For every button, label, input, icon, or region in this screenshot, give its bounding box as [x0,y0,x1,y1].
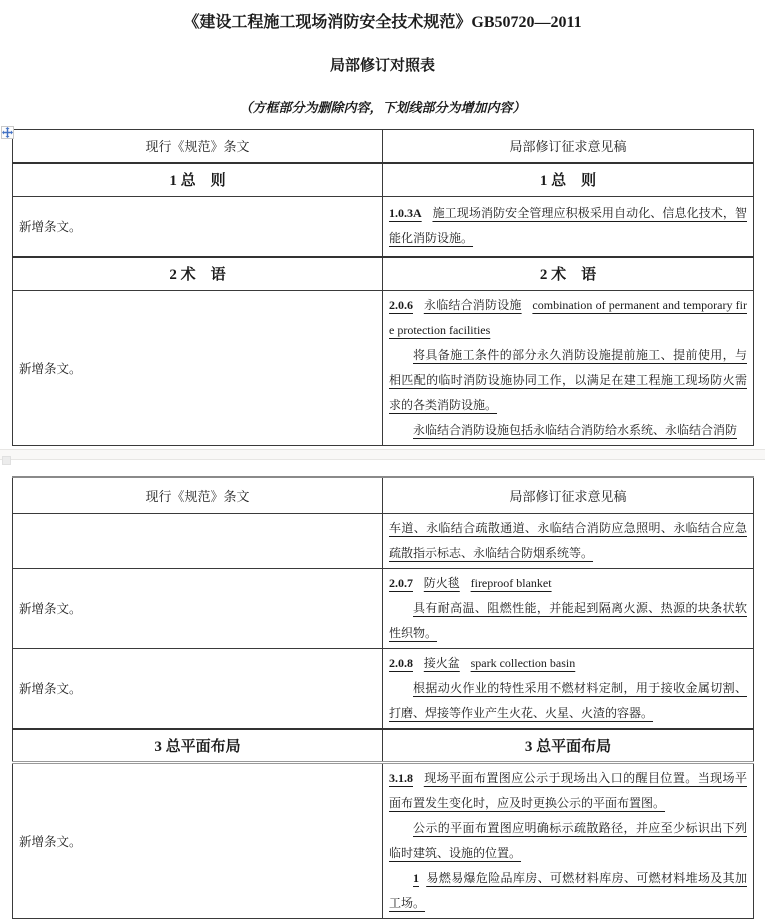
page-break-gap [0,449,765,460]
table-row-clause-2-0-6 [13,291,754,446]
current-clause-cell: 新增条文。 [13,197,383,257]
clause-number: 3.1.8 [389,771,413,785]
page2-corner-marker [2,456,11,465]
section-row-3-site-layout [13,729,754,763]
table2-header-row [13,477,754,513]
clause-text: 现场平面布置图应公示于现场出入口的醒目位置。当现场平面布置发生变化时，应及时更换公示的平面布置图。 [389,771,747,810]
revision-clause-cell [383,763,754,919]
move-icon [2,127,13,138]
term-chinese: 永临结合消防设施 [423,298,522,312]
list-item-number: 1 [413,871,419,885]
table-row-clause-1-0-3A [13,197,754,257]
clause-number: 2.0.6 [389,298,413,312]
clause-number: 2.0.8 [389,655,413,670]
column-header-current-code: 现行《规范》条文 [13,130,383,163]
clause-paragraph [389,201,747,251]
section-title-right: 3 总平面布局 [383,729,754,763]
column-header-current-code: 现行《规范》条文 [13,477,383,513]
term-chinese: 接火盆 [423,655,460,670]
term-definition-heading [389,571,747,596]
clause-text: 施工现场消防安全管理应积极采用自动化、信息化技术，智能化消防设施。 [389,206,747,246]
current-clause-cell: 新增条文。 [13,568,383,648]
section-title-right: 1 总 则 [383,163,754,197]
comparison-table-page2 [12,476,754,919]
term-english: spark collection basin [470,655,576,670]
section-row-2-terms [13,257,754,291]
table-row-clause-2-0-7 [13,568,754,648]
term-definition-heading [389,651,747,676]
revision-clause-cell [383,291,754,446]
list-item-text: 易燃易爆危险品库房、可燃材料库房、可燃材料堆场及其加工场。 [389,871,747,910]
clause-paragraph-continued: 车道、永临结合疏散通道、永临结合消防应急照明、永临结合应急疏散指示标志、永临结合防烟系统等。 [389,520,747,560]
table-move-handle[interactable] [1,126,14,139]
current-clause-cell: 新增条文。 [13,763,383,919]
page-subtitle: 局部修订对照表 [329,58,435,74]
section-title-right: 2 术 语 [383,257,754,291]
table-row-clause-3-1-8 [13,763,754,919]
clause-paragraph: 将具备施工条件的部分永久消防设施提前施工、提前使用，与相匹配的临时消防设施协同工作，以满足在建工程施工现场防火需求的各类消防设施。 [389,348,747,412]
section-title-left: 1 总 则 [13,163,383,197]
term-english: fireproof blanket [470,575,552,590]
current-clause-cell: 新增条文。 [13,291,383,446]
current-clause-cell-empty [13,513,383,568]
section-title-left: 2 术 语 [13,257,383,291]
clause-paragraph: 公示的平面布置图应明确标示疏散路径，并应至少标识出下列临时建筑、设施的位置。 [389,821,747,860]
revision-clause-cell [383,197,754,257]
term-english: combination of permanent and temporary fire protection facilities [389,298,747,337]
table-row-clause-2-0-8 [13,648,754,729]
section-row-1-general [13,163,754,197]
revision-clause-cell [383,648,754,729]
legend-note: （方框部分为删除内容，下划线部分为增加内容） [239,100,526,115]
revision-clause-cell [383,568,754,648]
clause-paragraph: 具有耐高温、阻燃性能，并能起到隔离火源、热源的块条状软性织物。 [389,600,747,640]
revision-clause-cell [383,513,754,568]
document-header [0,13,765,116]
clause-list-item [389,866,747,916]
clause-paragraph: 根据动火作业的特性采用不燃材料定制，用于接收金属切割、打磨、焊接等作业产生火花、火星、火渣的容器。 [389,680,747,720]
comparison-table-page1 [12,129,754,446]
table-row-clause-2-0-6-continued [13,513,754,568]
clause-number: 2.0.7 [389,575,413,590]
clause-number: 1.0.3A [389,206,422,221]
clause-paragraph-continued: 永临结合消防设施包括永临结合消防给水系统、永临结合消防 [413,423,738,437]
section-title-left: 3 总平面布局 [13,729,383,763]
term-definition-heading [389,293,747,343]
clause-paragraph [389,766,747,816]
table1-header-row [13,130,754,163]
column-header-revision-draft: 局部修订征求意见稿 [383,130,754,163]
term-chinese: 防火毯 [423,575,460,590]
column-header-revision-draft: 局部修订征求意见稿 [383,477,754,513]
current-clause-cell: 新增条文。 [13,648,383,729]
page-title: 《建设工程施工现场消防安全技术规范》GB50720—2011 [183,14,582,31]
